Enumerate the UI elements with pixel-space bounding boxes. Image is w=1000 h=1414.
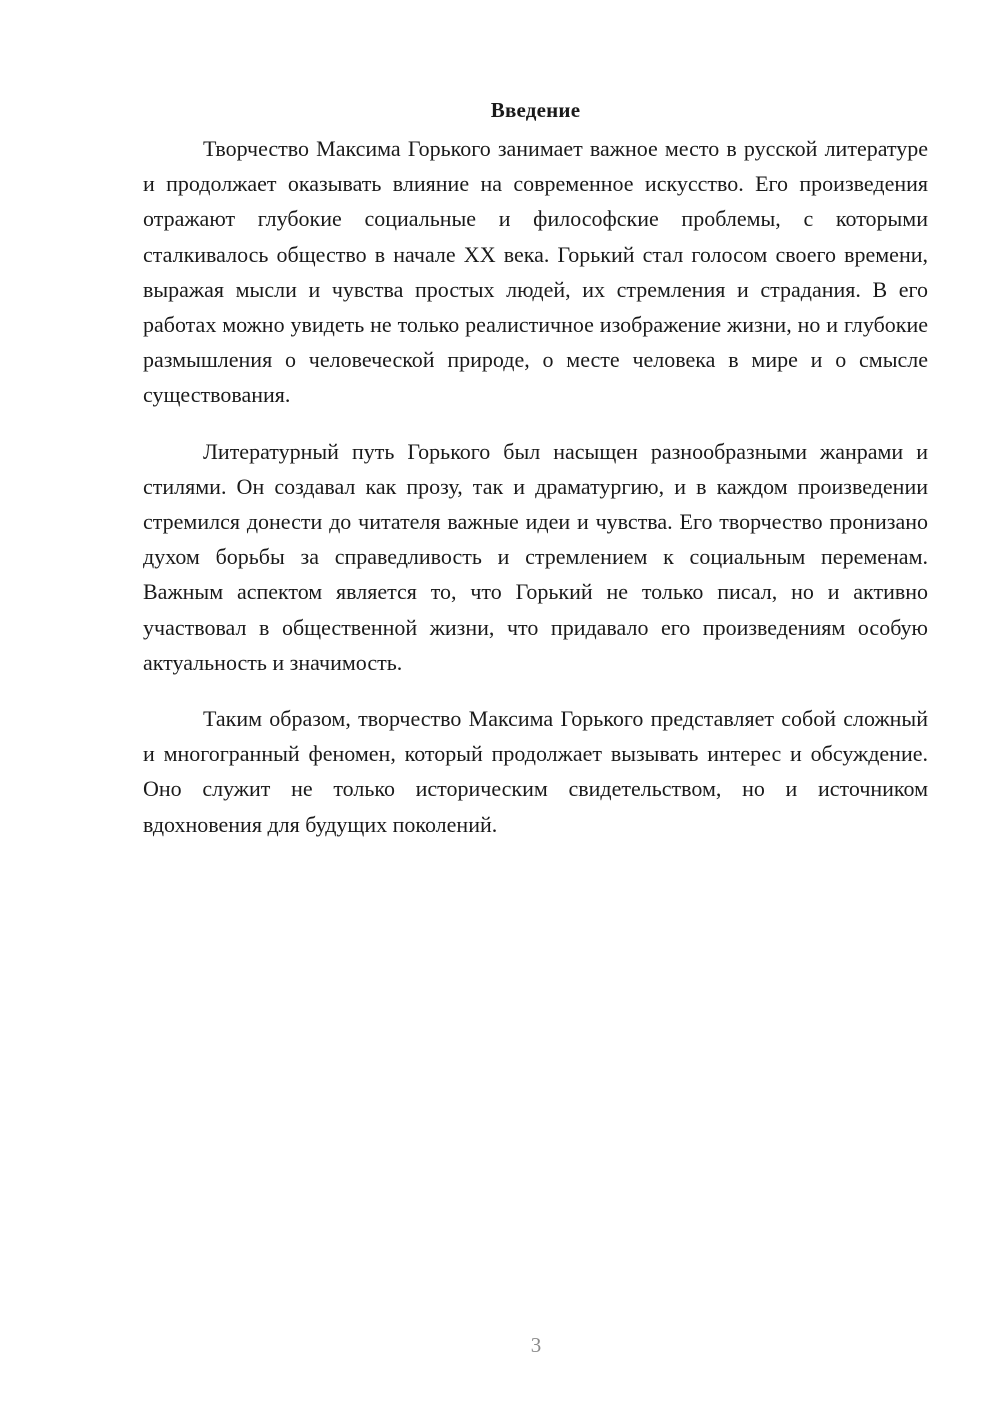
paragraph-2: Литературный путь Горького был насыщен разнообразными жанрами и стилями. Он создавал как прозу, так и драматургию, и в каждом произведении стремился донести до читателя важные идеи и чувства. Его творчество пронизано духом борьбы за справедливость и стремлением к социальным переменам. Важным аспектом является то, что Горький не только писал, но и активно участвовал в общественной жизни, что придавало его произведениям особую актуальность и значимость. [143,438,928,675]
page-number: 3 [530,1333,542,1357]
section-heading: Введение [490,98,581,122]
page-content [143,95,928,863]
paragraph-1: Творчество Максима Горького занимает важное место в русской литературе и продолжает оказывать влияние на современное искусство. Его произведения отражают глубокие социальные и философские проблемы, с которыми сталкивалось общество в начале XX века. Горький стал голосом своего времени, выражая мысли и чувства простых людей, их стремления и страдания. В его работах можно увидеть не только реалистичное изображение жизни, но и глубокие размышления о человеческой природе, о месте человека в мире и о смысле существования. [143,136,928,408]
paragraph-3: Таким образом, творчество Максима Горького представляет собой сложный и многогранный феномен, который продолжает вызывать интерес и обсуждение. Оно служит не только историческим свидетельством, но и источником вдохновения для будущих поколений. [143,706,928,837]
